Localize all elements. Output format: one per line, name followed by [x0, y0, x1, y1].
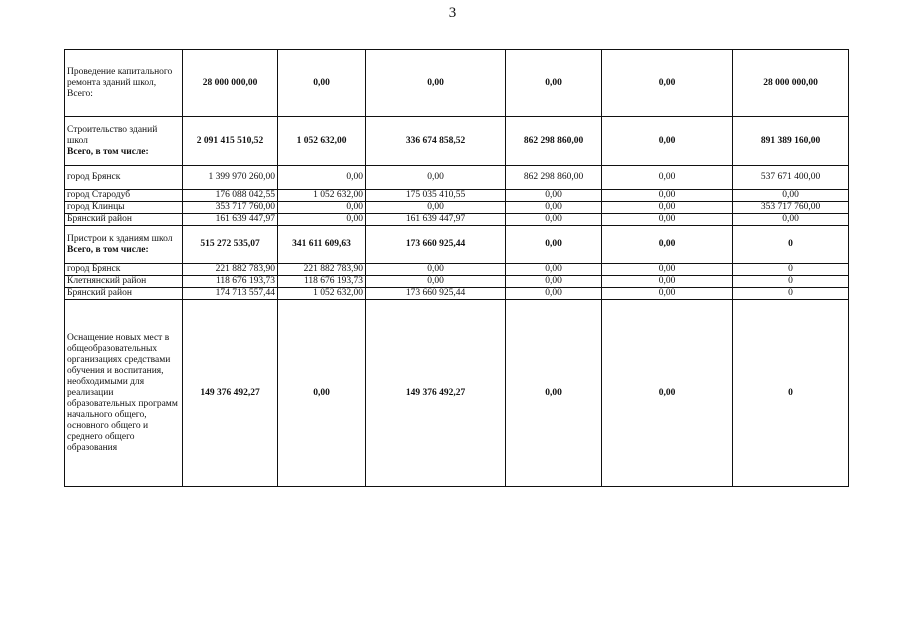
value-cell: 161 639 447,97 [183, 214, 278, 226]
value-cell: 1 052 632,00 [278, 288, 366, 300]
value-cell: 221 882 783,90 [278, 264, 366, 276]
row-label [65, 214, 183, 226]
value-cell: 341 611 609,63 [278, 226, 366, 264]
value-cell: 0,00 [733, 190, 849, 202]
value-cell: 0,00 [366, 276, 506, 288]
value-cell: 862 298 860,00 [506, 117, 602, 166]
value-cell: 0 [733, 226, 849, 264]
value-cell: 0,00 [733, 214, 849, 226]
row-label [65, 117, 183, 166]
value-cell: 0,00 [366, 166, 506, 190]
value-cell: 0 [733, 276, 849, 288]
table-row [65, 166, 849, 190]
value-cell: 173 660 925,44 [366, 226, 506, 264]
row-sublabel: Всего, в том числе: [67, 244, 149, 255]
row-label [65, 50, 183, 117]
table-row [65, 276, 849, 288]
table-row [65, 264, 849, 276]
table-row [65, 190, 849, 202]
table-row [65, 288, 849, 300]
value-cell: 0,00 [602, 300, 733, 487]
value-cell: 0,00 [278, 300, 366, 487]
budget-table [64, 49, 849, 487]
row-label-text: город Брянск [67, 264, 121, 274]
row-label-text: город Клинцы [67, 202, 125, 212]
value-cell: 0,00 [602, 288, 733, 300]
row-label-text: Строительство зданий школ [67, 124, 158, 146]
value-cell: 0 [733, 264, 849, 276]
row-label [65, 288, 183, 300]
value-cell: 891 389 160,00 [733, 117, 849, 166]
value-cell: 0,00 [602, 117, 733, 166]
value-cell: 1 052 632,00 [278, 117, 366, 166]
value-cell: 161 639 447,97 [366, 214, 506, 226]
value-cell: 174 713 557,44 [183, 288, 278, 300]
value-cell: 0,00 [506, 288, 602, 300]
value-cell: 0,00 [602, 276, 733, 288]
row-label [65, 264, 183, 276]
page-number: 3 [448, 5, 457, 21]
row-label-text: Оснащение новых мест в общеобразовательных организациях средствами обучения и воспитания, необходимыми для реализации образовательных программ начального общего, основного общего и среднего общего образования [67, 332, 178, 453]
value-cell: 0,00 [506, 226, 602, 264]
row-label [65, 166, 183, 190]
value-cell: 0 [733, 300, 849, 487]
value-cell: 0 [733, 288, 849, 300]
row-label [65, 190, 183, 202]
value-cell: 0,00 [278, 50, 366, 117]
value-cell: 353 717 760,00 [733, 202, 849, 214]
row-label [65, 226, 183, 264]
value-cell: 537 671 400,00 [733, 166, 849, 190]
value-cell: 336 674 858,52 [366, 117, 506, 166]
value-cell: 175 035 410,55 [366, 190, 506, 202]
value-cell: 28 000 000,00 [183, 50, 278, 117]
row-sublabel: Всего, в том числе: [67, 146, 149, 157]
value-cell: 1 399 970 260,00 [183, 166, 278, 190]
value-cell: 0,00 [366, 202, 506, 214]
row-label-text: Брянский район [67, 214, 132, 224]
value-cell: 2 091 415 510,52 [183, 117, 278, 166]
value-cell: 118 676 193,73 [278, 276, 366, 288]
value-cell: 515 272 535,07 [183, 226, 278, 264]
value-cell: 173 660 925,44 [366, 288, 506, 300]
table-row [65, 226, 849, 264]
value-cell: 28 000 000,00 [733, 50, 849, 117]
row-label [65, 276, 183, 288]
row-label-text: Брянский район [67, 288, 132, 298]
row-label-text: Проведение капитального ремонта зданий школ, Всего: [67, 66, 173, 99]
value-cell: 0,00 [602, 202, 733, 214]
value-cell: 0,00 [602, 214, 733, 226]
value-cell: 0,00 [506, 190, 602, 202]
value-cell: 221 882 783,90 [183, 264, 278, 276]
value-cell: 0,00 [602, 190, 733, 202]
value-cell: 0,00 [278, 166, 366, 190]
row-label [65, 300, 183, 487]
row-label-text: Клетнянский район [67, 276, 147, 286]
value-cell: 0,00 [602, 264, 733, 276]
value-cell: 1 052 632,00 [278, 190, 366, 202]
table-row [65, 214, 849, 226]
value-cell: 353 717 760,00 [183, 202, 278, 214]
value-cell: 118 676 193,73 [183, 276, 278, 288]
table-row [65, 202, 849, 214]
row-label-text: город Стародуб [67, 190, 131, 200]
value-cell: 149 376 492,27 [366, 300, 506, 487]
table-row [65, 300, 849, 487]
value-cell: 0,00 [506, 300, 602, 487]
value-cell: 862 298 860,00 [506, 166, 602, 190]
value-cell: 0,00 [506, 214, 602, 226]
table-row [65, 50, 849, 117]
row-label [65, 202, 183, 214]
value-cell: 0,00 [602, 50, 733, 117]
value-cell: 0,00 [506, 50, 602, 117]
value-cell: 0,00 [506, 276, 602, 288]
value-cell: 0,00 [506, 264, 602, 276]
value-cell: 0,00 [278, 214, 366, 226]
table-row [65, 117, 849, 166]
value-cell: 176 088 042,55 [183, 190, 278, 202]
value-cell: 0,00 [366, 264, 506, 276]
value-cell: 0,00 [602, 166, 733, 190]
row-label-text: Пристрои к зданиям школ [67, 233, 173, 244]
value-cell: 0,00 [602, 226, 733, 264]
row-label-text: город Брянск [67, 172, 121, 182]
value-cell: 0,00 [506, 202, 602, 214]
value-cell: 0,00 [366, 50, 506, 117]
value-cell: 0,00 [278, 202, 366, 214]
value-cell: 149 376 492,27 [183, 300, 278, 487]
